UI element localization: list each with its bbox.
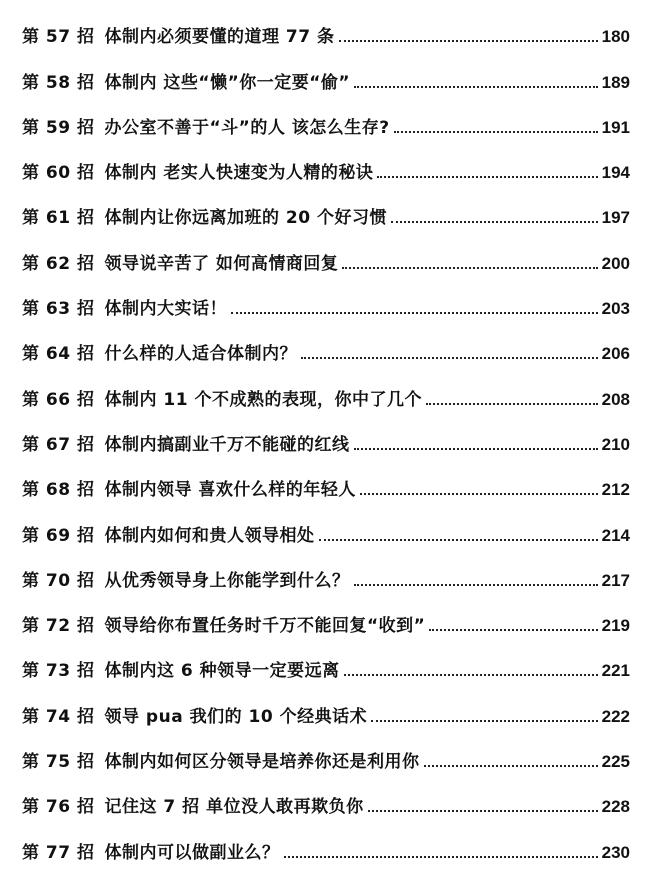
toc-entry[interactable] [22,599,630,644]
toc-chapter-number: 第 66 招 [22,389,95,410]
toc-dot-leader [424,765,598,767]
toc-title: 体制内让你远离加班的 20 个好习惯 [104,208,387,229]
toc-chapter-number: 第 73 招 [22,661,95,682]
toc-chapter-number: 第 64 招 [22,344,95,365]
toc-entry[interactable] [22,146,630,191]
toc-dot-leader [426,403,598,405]
toc-page-number: 203 [601,299,630,319]
toc-title: 领导 pua 我们的 10 个经典话术 [104,706,368,727]
toc-dot-leader [354,448,598,450]
toc-page-number: 191 [601,117,630,137]
toc-entry[interactable] [22,282,630,327]
toc-chapter-number: 第 70 招 [22,570,95,591]
toc-entry[interactable] [22,236,630,281]
toc-chapter-number: 第 72 招 [22,616,95,637]
toc-entry[interactable] [22,55,630,100]
toc-entry[interactable] [22,327,630,372]
toc-page-number: 189 [601,72,630,92]
toc-entry[interactable] [22,554,630,599]
toc-dot-leader [339,40,598,42]
toc-chapter-number: 第 63 招 [22,299,95,320]
toc-dot-leader [354,86,598,88]
toc-title: 体制内大实话！ [104,299,227,320]
toc-title: 体制内必须要懂的道理 77 条 [104,27,335,48]
toc-title: 领导给你布置任务时千万不能回复“收到” [104,616,426,637]
toc-page-number: 221 [601,661,630,681]
toc-entry[interactable] [22,10,630,55]
toc-page-number: 230 [601,842,630,862]
toc-page-number: 222 [601,706,630,726]
toc-page-number: 210 [601,434,630,454]
toc-chapter-number: 第 61 招 [22,208,95,229]
toc-entry[interactable] [22,735,630,780]
toc-chapter-number: 第 77 招 [22,842,95,863]
toc-page-number: 200 [601,253,630,273]
toc-page-number: 208 [601,389,630,409]
toc-dot-leader [371,720,598,722]
toc-entry[interactable] [22,689,630,734]
toc-dot-leader [377,176,597,178]
table-of-contents [22,10,630,871]
toc-dot-leader [342,267,597,269]
toc-dot-leader [360,493,598,495]
toc-title: 体制内 11 个不成熟的表现，你中了几个 [104,389,422,410]
toc-chapter-number: 第 69 招 [22,525,95,546]
toc-dot-leader [284,856,598,858]
toc-title: 体制内 这些“懒”你一定要“偷” [104,72,351,93]
toc-entry[interactable] [22,644,630,689]
toc-chapter-number: 第 62 招 [22,253,95,274]
toc-chapter-number: 第 76 招 [22,797,95,818]
toc-dot-leader [394,131,598,133]
toc-dot-leader [319,539,598,541]
toc-title: 体制内如何和贵人领导相处 [104,525,315,546]
toc-title: 体制内搞副业千万不能碰的红线 [104,434,350,455]
toc-dot-leader [231,312,598,314]
toc-title: 体制内如何区分领导是培养你还是利用你 [104,752,420,773]
toc-dot-leader [429,629,597,631]
toc-dot-leader [301,357,598,359]
toc-dot-leader [368,810,598,812]
toc-dot-leader [344,674,598,676]
toc-chapter-number: 第 75 招 [22,752,95,773]
toc-chapter-number: 第 60 招 [22,163,95,184]
toc-page-number: 212 [601,480,630,500]
toc-title: 领导说辛苦了 如何高情商回复 [104,253,339,274]
toc-page-number: 194 [601,163,630,183]
toc-page-number: 225 [601,752,630,772]
toc-title: 记住这 7 招 单位没人敢再欺负你 [104,797,364,818]
toc-dot-leader [391,221,598,223]
toc-page-number: 219 [601,616,630,636]
toc-title: 体制内可以做副业么？ [104,842,280,863]
toc-chapter-number: 第 68 招 [22,480,95,501]
toc-page-number: 197 [601,208,630,228]
toc-page-number: 214 [601,525,630,545]
toc-page-number: 206 [601,344,630,364]
toc-title: 办公室不善于“斗”的人 该怎么生存? [104,117,390,138]
toc-entry[interactable] [22,418,630,463]
toc-chapter-number: 第 57 招 [22,27,95,48]
toc-page-number: 217 [601,570,630,590]
toc-entry[interactable] [22,372,630,417]
toc-page-number: 180 [601,27,630,47]
toc-chapter-number: 第 58 招 [22,72,95,93]
toc-entry[interactable] [22,463,630,508]
toc-title: 从优秀领导身上你能学到什么？ [104,570,350,591]
toc-chapter-number: 第 59 招 [22,117,95,138]
toc-page-number: 228 [601,797,630,817]
toc-entry[interactable] [22,508,630,553]
toc-entry[interactable] [22,191,630,236]
toc-chapter-number: 第 67 招 [22,434,95,455]
toc-title: 体制内领导 喜欢什么样的年轻人 [104,480,356,501]
toc-title: 什么样的人适合体制内？ [104,344,297,365]
toc-entry[interactable] [22,825,630,870]
toc-entry[interactable] [22,780,630,825]
toc-title: 体制内这 6 种领导一定要远离 [104,661,340,682]
toc-entry[interactable] [22,101,630,146]
toc-chapter-number: 第 74 招 [22,706,95,727]
toc-dot-leader [354,584,598,586]
toc-title: 体制内 老实人快速变为人精的秘诀 [104,163,374,184]
